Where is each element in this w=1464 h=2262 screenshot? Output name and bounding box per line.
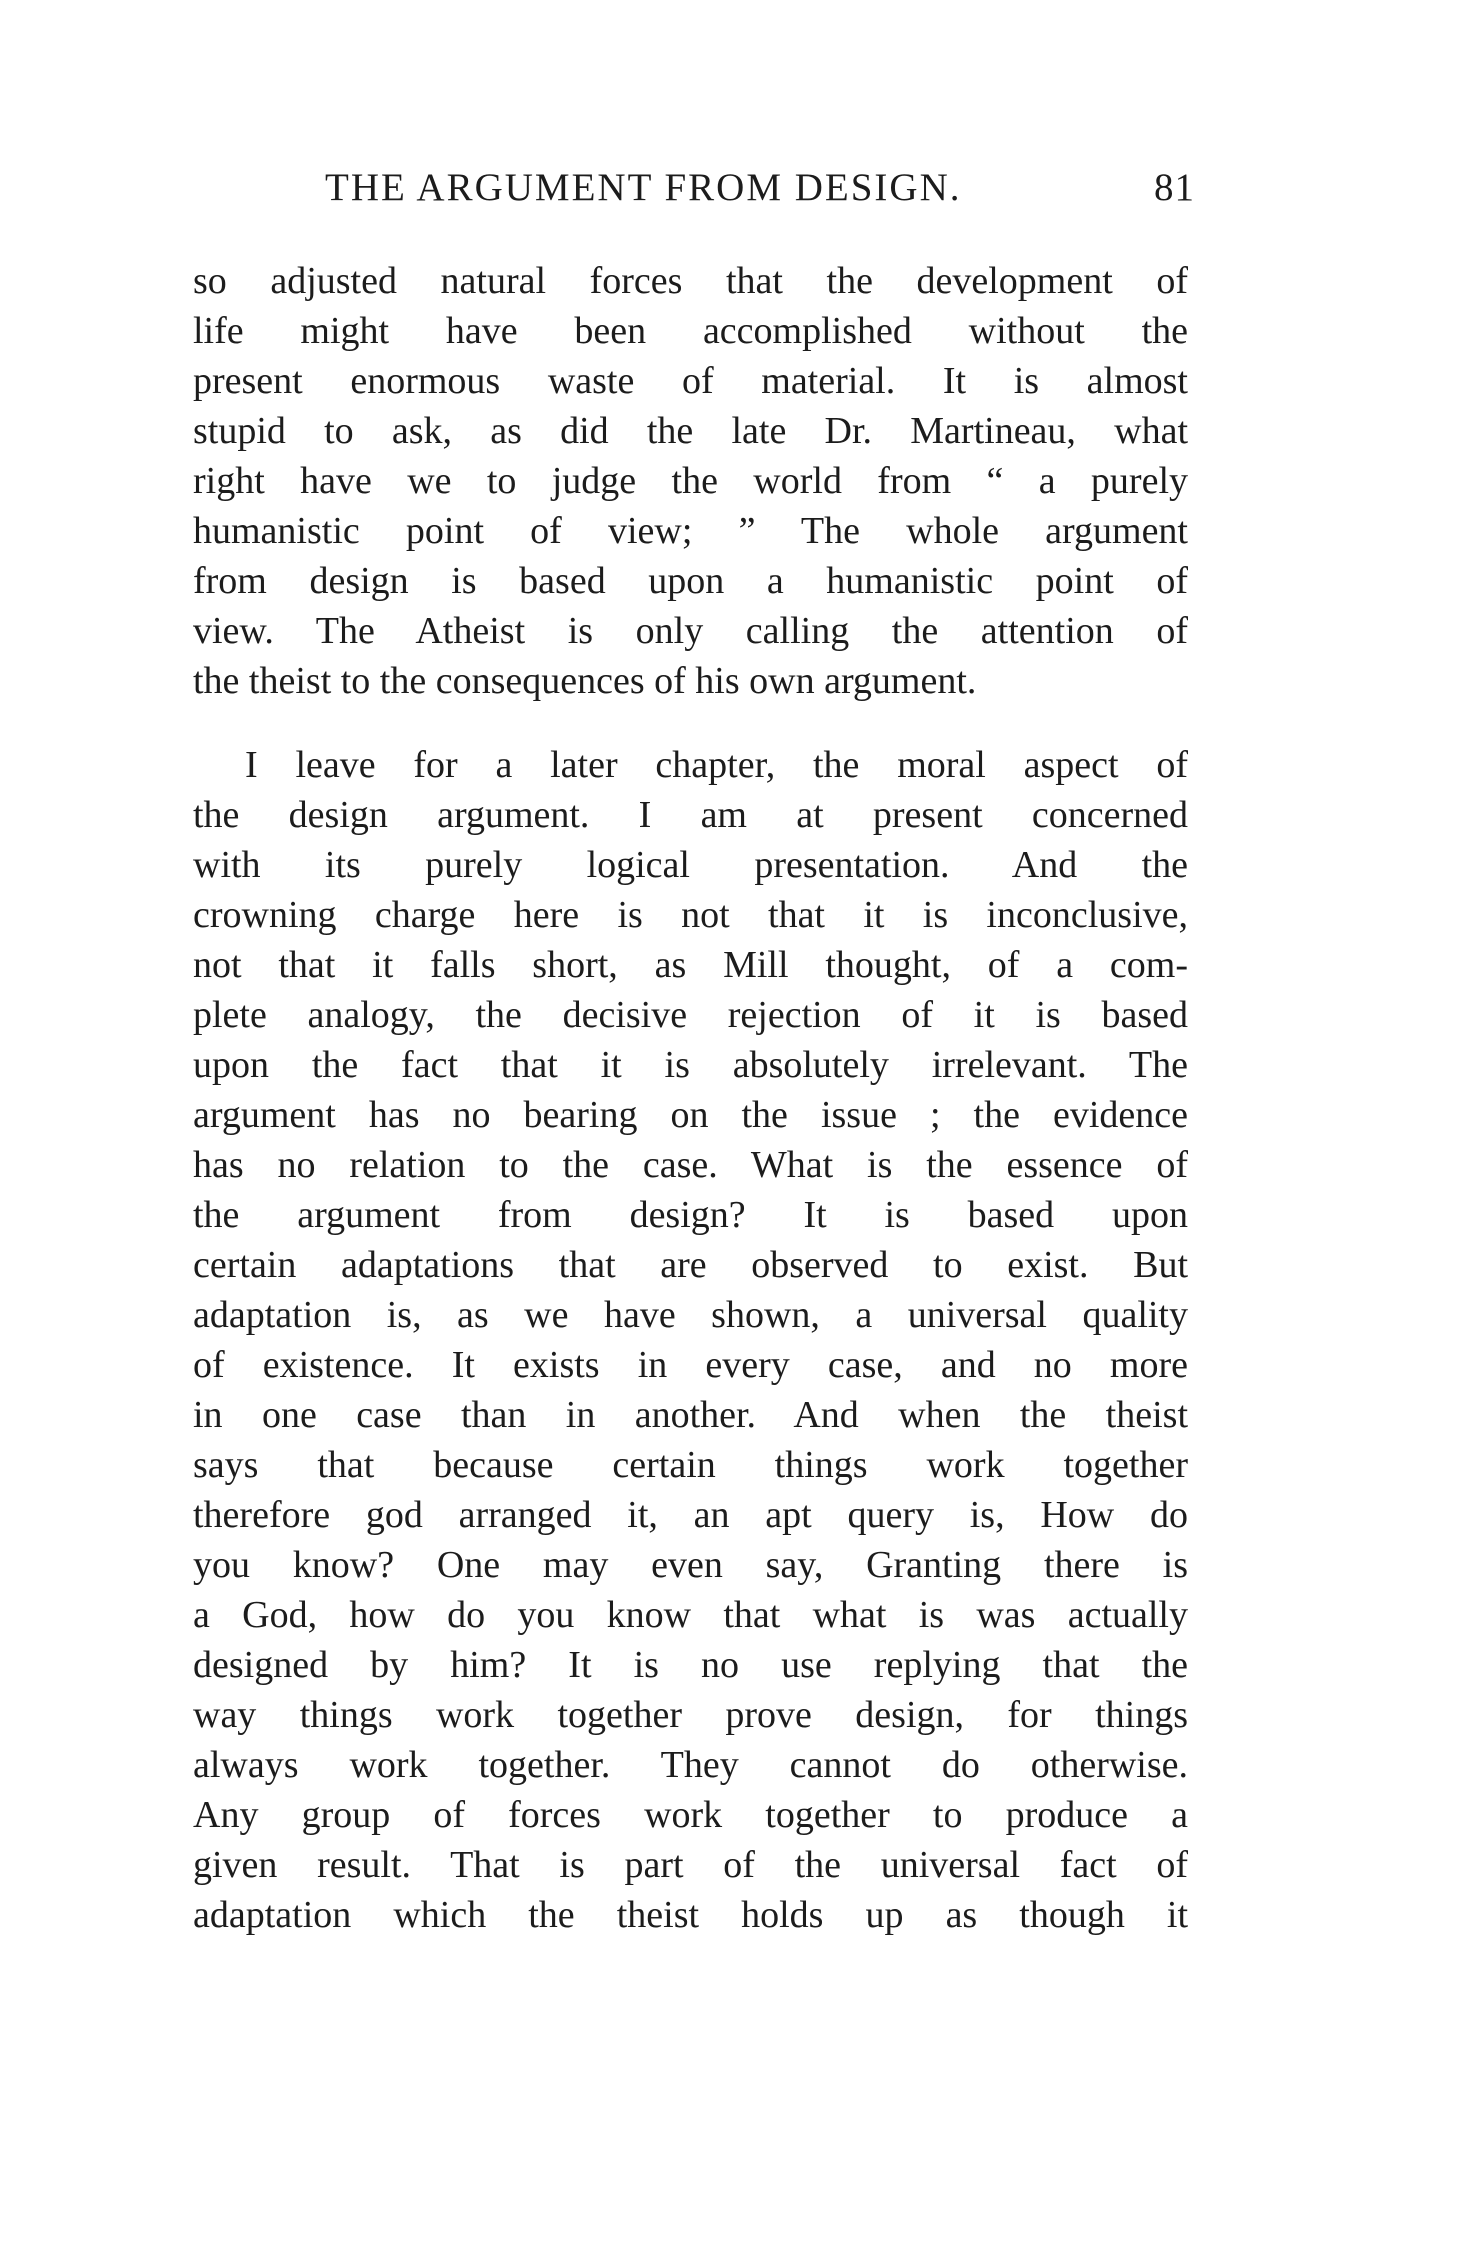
- text-line: with its purely logical presentation. And the: [193, 844, 1188, 886]
- text-line: plete analogy, the decisive rejection of it is based: [193, 994, 1188, 1036]
- running-head: [190, 165, 1195, 225]
- text-line: of existence. It exists in every case, and no more: [193, 1344, 1188, 1386]
- text-line: given result. That is part of the universal fact of: [193, 1844, 1188, 1886]
- text-line: Any group of forces work together to produce a: [193, 1794, 1188, 1836]
- page-number: 81: [1154, 166, 1195, 209]
- text-line: has no relation to the case. What is the essence of: [193, 1144, 1188, 1186]
- text-line: I leave for a later chapter, the moral aspect of: [245, 744, 1188, 786]
- text-line: always work together. They cannot do otherwise.: [193, 1744, 1188, 1786]
- text-line: not that it falls short, as Mill thought, of a com-: [193, 944, 1188, 986]
- text-line: so adjusted natural forces that the development of: [193, 260, 1188, 302]
- text-line: right have we to judge the world from “ a purely: [193, 460, 1188, 502]
- text-line: from design is based upon a humanistic point of: [193, 560, 1188, 602]
- running-title: THE ARGUMENT FROM DESIGN.: [325, 166, 962, 209]
- text-line: present enormous waste of material. It is almost: [193, 360, 1188, 402]
- text-line: you know? One may even say, Granting there is: [193, 1544, 1188, 1586]
- paragraph-2: [193, 740, 1188, 1940]
- text-line: way things work together prove design, for things: [193, 1694, 1188, 1736]
- text-line: stupid to ask, as did the late Dr. Martineau, what: [193, 410, 1188, 452]
- text-line: humanistic point of view; ” The whole argument: [193, 510, 1188, 552]
- text-line: the argument from design? It is based upon: [193, 1194, 1188, 1236]
- text-line: argument has no bearing on the issue ; the evidence: [193, 1094, 1188, 1136]
- text-line: adaptation which the theist holds up as though it: [193, 1894, 1188, 1936]
- text-line: crowning charge here is not that it is inconclusive,: [193, 894, 1188, 936]
- text-line: in one case than in another. And when the theist: [193, 1394, 1188, 1436]
- paragraph-1: [193, 256, 1188, 706]
- text-line: life might have been accomplished without the: [193, 310, 1188, 352]
- text-line: a God, how do you know that what is was actually: [193, 1594, 1188, 1636]
- text-line: therefore god arranged it, an apt query is, How do: [193, 1494, 1188, 1536]
- body-text: [193, 256, 1188, 1940]
- text-line: upon the fact that it is absolutely irrelevant. The: [193, 1044, 1188, 1086]
- text-line: the theist to the consequences of his own argument.: [193, 660, 977, 702]
- text-line: says that because certain things work together: [193, 1444, 1188, 1486]
- text-line: adaptation is, as we have shown, a universal quality: [193, 1294, 1188, 1336]
- text-line: designed by him? It is no use replying that the: [193, 1644, 1188, 1686]
- text-line: view. The Atheist is only calling the attention of: [193, 610, 1188, 652]
- text-line: the design argument. I am at present concerned: [193, 794, 1188, 836]
- text-line: certain adaptations that are observed to exist. But: [193, 1244, 1188, 1286]
- paragraph-spacer: [193, 706, 1188, 740]
